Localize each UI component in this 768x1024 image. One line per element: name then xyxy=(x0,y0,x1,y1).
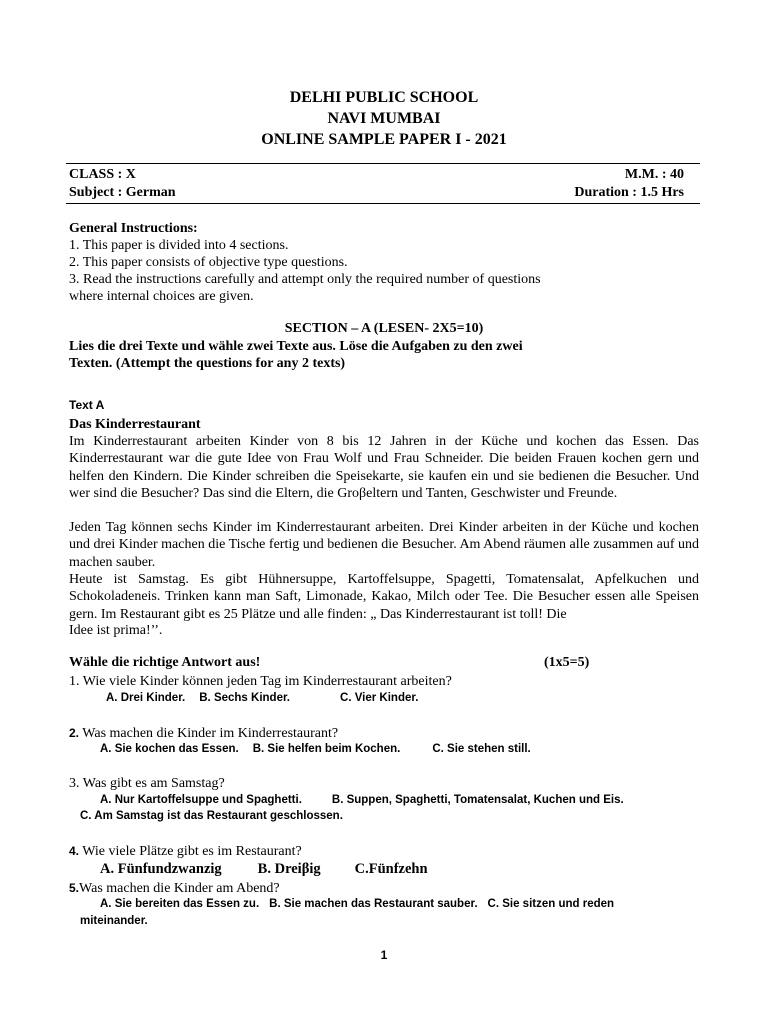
question-4-options xyxy=(100,861,428,878)
class-label: CLASS : X xyxy=(69,167,136,182)
question-5-number: 5. xyxy=(69,881,80,895)
option-b: B. Sechs Kinder. xyxy=(199,692,291,704)
instruction-item: 3. Read the instructions carefully and attempt only the required number of questions xyxy=(69,272,541,287)
text-paragraph-2: Jeden Tag können sechs Kinder im Kinderrestaurant arbeiten. Drei Kinder arbeiten in der Küche und kochen und drei Kinder machen die Tische fertig und bedienen die Besucher. Am Abend räumen alle zusammen auf und machen sauber. xyxy=(69,520,699,570)
question-2 xyxy=(69,725,699,742)
option-c: C. Sie sitzen und reden xyxy=(487,898,615,910)
question-4 xyxy=(69,843,699,860)
instruction-item: where internal choices are given. xyxy=(69,289,254,304)
max-marks: M.M. : 40 xyxy=(624,167,684,182)
instruction-item: 2. This paper consists of objective type questions. xyxy=(69,255,348,270)
instructions-title: General Instructions: xyxy=(69,221,198,236)
text-title: Das Kinderrestaurant xyxy=(69,417,201,432)
question-2-text: Was machen die Kinder im Kinderrestaurant? xyxy=(82,726,339,741)
text-paragraph-3: Heute ist Samstag. Es gibt Hühnersuppe, Kartoffelsuppe, Spagetti, Tomatensalat, Apfelkuchen und Schokoladeneis. Trinken kann man Saft, Limonade, Kakao, Milch oder Tee. Die Besucher essen alle Speisen gern. Im Restaurant gibt es 25 Plätze und alle finden: „ Das Kinderrestaurant ist toll! Die xyxy=(69,572,699,622)
text-label: Text A xyxy=(69,398,105,412)
text-paragraph-3-end: Idee ist prima!’’. xyxy=(69,623,163,638)
question-5 xyxy=(69,880,699,897)
question-3: 3. Was gibt es am Samstag? xyxy=(69,776,225,791)
option-a: A. Fünfundzwanzig xyxy=(100,861,222,877)
questions-marks: (1x5=5) xyxy=(544,655,590,670)
subject-label: Subject : German xyxy=(69,185,176,200)
question-5-options xyxy=(100,897,614,912)
option-a: A. Nur Kartoffelsuppe und Spaghetti. xyxy=(100,794,302,806)
section-title: SECTION – A (LESEN- 2X5=10) xyxy=(284,321,484,336)
question-4-number: 4. xyxy=(69,844,80,858)
option-c: C.Fünfzehn xyxy=(354,861,428,877)
option-a: A. Drei Kinder. xyxy=(106,692,186,704)
option-b: B. Sie machen das Restaurant sauber. xyxy=(269,898,478,910)
option-b: B. Dreiβig xyxy=(257,861,321,877)
question-1: 1. Wie viele Kinder können jeden Tag im Kinderrestaurant arbeiten? xyxy=(69,674,452,689)
instruction-item: 1. This paper is divided into 4 sections. xyxy=(69,238,289,253)
question-4-text: Wie viele Plätze gibt es im Restaurant? xyxy=(82,844,302,859)
section-instruction-line2: Texten. (Attempt the questions for any 2 texts) xyxy=(69,356,346,371)
option-b: B. Sie helfen beim Kochen. xyxy=(252,743,401,755)
option-b: B. Suppen, Spaghetti, Tomatensalat, Kuchen und Eis. xyxy=(331,794,624,806)
question-1-options xyxy=(106,691,418,706)
question-5-option-c-continued: miteinander. xyxy=(80,915,148,927)
questions-heading: Wähle die richtige Antwort aus! xyxy=(69,655,261,670)
option-c: C. Vier Kinder. xyxy=(340,692,419,704)
school-name: DELHI PUBLIC SCHOOL xyxy=(289,89,479,106)
option-a: A. Sie bereiten das Essen zu. xyxy=(100,898,260,910)
info-row-class xyxy=(69,166,684,183)
option-a: A. Sie kochen das Essen. xyxy=(100,743,239,755)
paper-title: ONLINE SAMPLE PAPER I - 2021 xyxy=(261,131,507,148)
question-5-text: Was machen die Kinder am Abend? xyxy=(79,881,280,896)
option-c: C. Sie stehen still. xyxy=(432,743,531,755)
school-city: NAVI MUMBAI xyxy=(327,110,441,127)
info-row-subject xyxy=(69,184,684,201)
page-number: 1 xyxy=(380,948,388,962)
question-2-number: 2. xyxy=(69,726,80,740)
bottom-rule xyxy=(66,203,700,204)
question-3-option-c: C. Am Samstag ist das Restaurant geschlossen. xyxy=(80,810,343,822)
question-3-options xyxy=(100,793,624,808)
duration-label: Duration : 1.5 Hrs xyxy=(574,185,684,200)
text-paragraph-1: Im Kinderrestaurant arbeiten Kinder von 8 bis 12 Jahren in der Küche und kochen das Essen. Das Kinderrestaurant war die gute Idee von Frau Wolf und Frau Schneider. Die beiden Frauen kochen gern und helfen den Kindern. Die Kinder schreiben die Speisekarte, sie kaufen ein und sie bedienen die Besucher. Und wer sind die Besucher? Das sind die Eltern, die Groβeltern und Tanten, Geschwister und Freunde. xyxy=(69,434,699,501)
section-instruction-line1: Lies die drei Texte und wähle zwei Texte aus. Löse die Aufgaben zu den zwei xyxy=(69,339,523,354)
question-2-options xyxy=(100,742,531,757)
top-rule xyxy=(66,163,700,164)
